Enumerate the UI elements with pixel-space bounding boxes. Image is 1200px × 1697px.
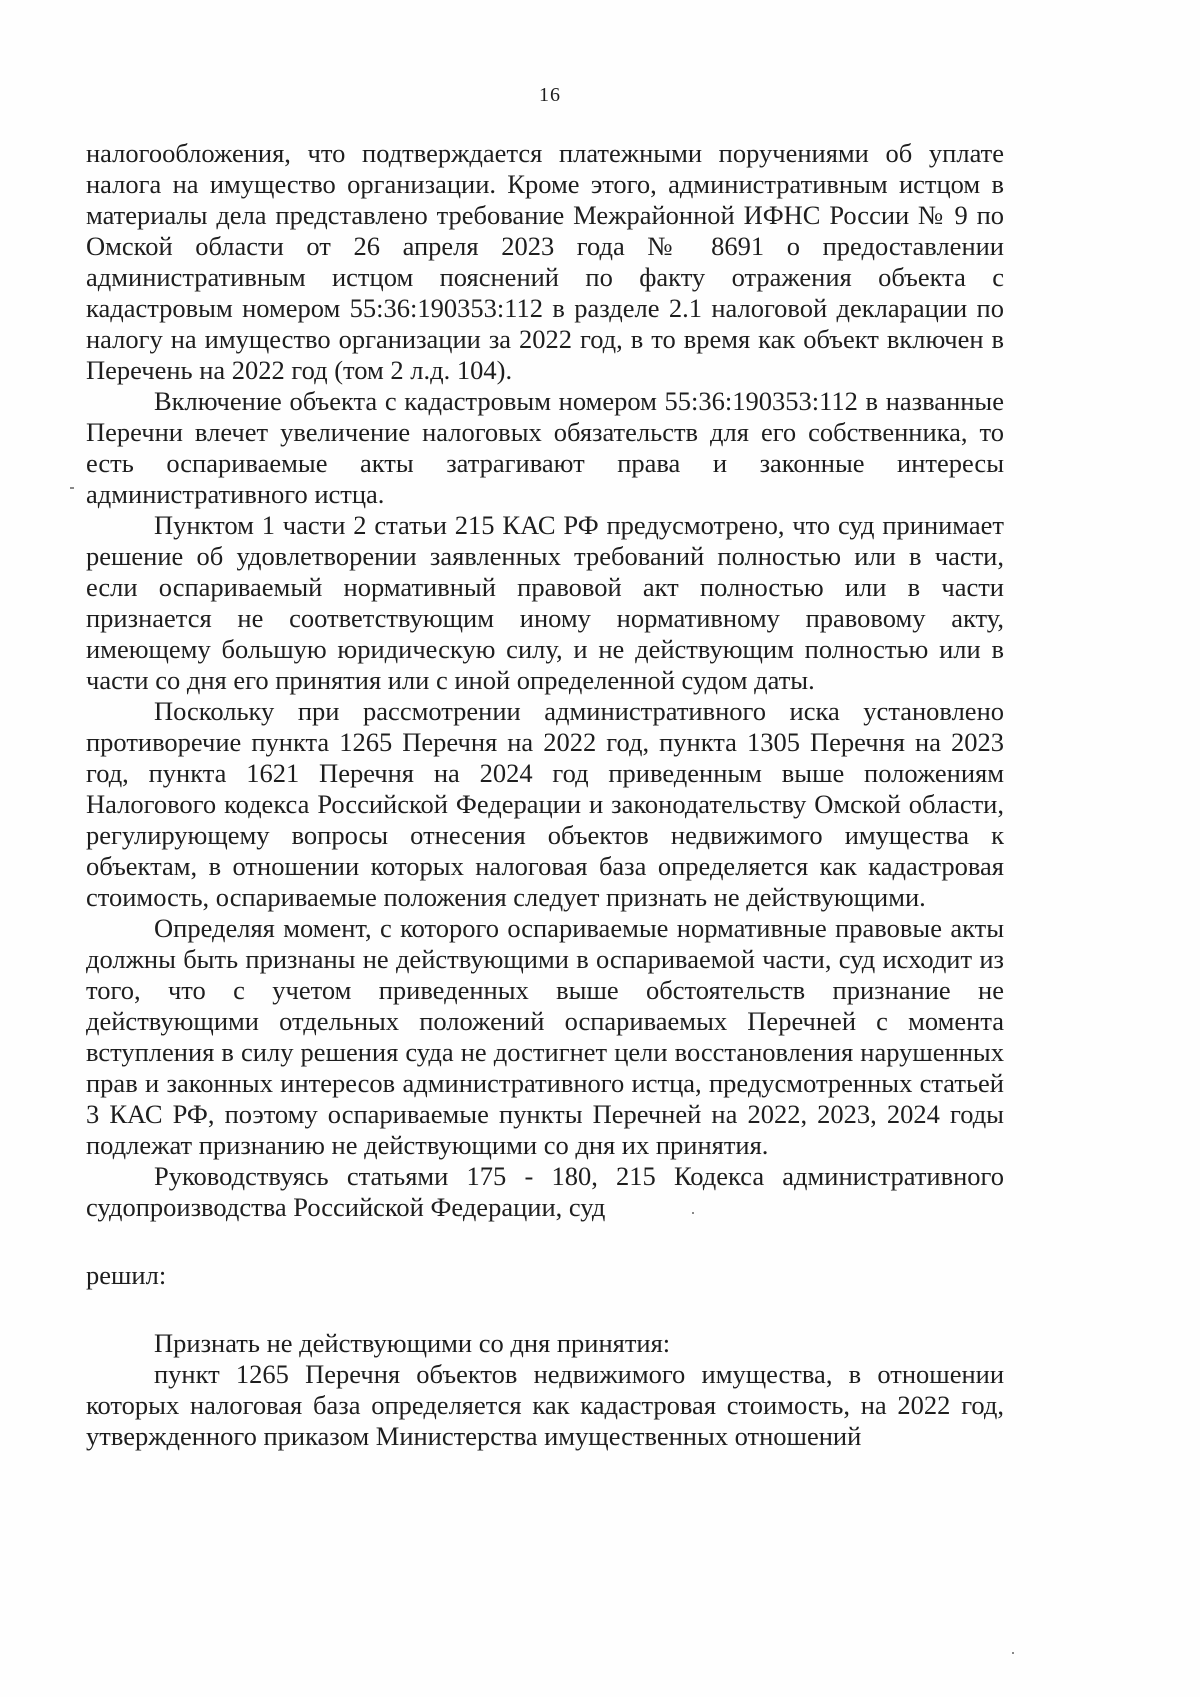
- paragraph-continuation: налогообложения, что подтверждается платежными поручениями об уплате налога на имущество организации. Кроме этого, административным истцом в материалы дела представлено требование Межрайонной ИФНС России № 9 по Омской области от 26 апреля 2023 года № 8691 о предоставлении административным истцом пояснений по факту отражения объекта с кадастровым номером 55:36:190353:112 в разделе 2.1 налоговой декларации по налогу на имущество организации за 2022 год, в то время как объект включен в Перечень на 2022 год (том 2 л.д. 104).: [86, 138, 1004, 385]
- paragraph-contradiction: Поскольку при рассмотрении административного иска установлено противоречие пункта 1265 Перечня на 2022 год, пункта 1305 Перечня на 2023 год, пункта 1621 Перечня на 2024 год приведенным выше положениям Налогового кодекса Российской Федерации и законодательству Омской области, регулирующему вопросы отнесения объектов недвижимого имущества к объектам, в отношении которых налоговая база определяется как кадастровая стоимость, оспариваемые положения следует признать не действующими.: [86, 696, 1004, 912]
- paragraph-guided-by: Руководствуясь статьями 175 - 180, 215 Кодекса административного судопроизводства Российской Федерации, суд: [86, 1161, 1004, 1222]
- scan-speck: [692, 1212, 694, 1214]
- scan-speck: [1012, 1652, 1014, 1654]
- paragraph-object-inclusion: Включение объекта с кадастровым номером 55:36:190353:112 в названные Перечни влечет увеличение налоговых обязательств для его собственника, то есть оспариваемые акты затрагивают права и законные интересы административного истца.: [86, 386, 1004, 509]
- page-number: 16: [539, 84, 561, 106]
- decision-heading: решил:: [86, 1260, 167, 1290]
- document-body: [86, 138, 1004, 1452]
- paragraph-effective-moment: Определяя момент, с которого оспариваемые нормативные правовые акты должны быть признаны не действующими в оспариваемой части, суд исходит из того, что с учетом приведенных выше обстоятельств признание не действующими отдельных положений оспариваемых Перечней с момента вступления в силу решения суда не достигнет цели восстановления нарушенных прав и законных интересов административного истца, предусмотренных статьей 3 КАС РФ, поэтому оспариваемые пункты Перечней на 2022, 2023, 2024 годы подлежат признанию не действующими со дня их принятия.: [86, 913, 1004, 1160]
- resolution-line-2: пункт 1265 Перечня объектов недвижимого имущества, в отношении которых налоговая база определяется как кадастровая стоимость, на 2022 год, утвержденного приказом Министерства имущественных отношений: [86, 1359, 1004, 1451]
- resolution-line-1: Признать не действующими со дня принятия:: [154, 1328, 671, 1358]
- scan-speck: [70, 487, 74, 489]
- paragraph-kas-215: Пунктом 1 части 2 статьи 215 КАС РФ предусмотрено, что суд принимает решение об удовлетворении заявленных требований полностью или в части, если оспариваемый нормативный правовой акт полностью или в части признается не соответствующим иному нормативному правовому акту, имеющему большую юридическую силу, и не действующим полностью или в части со дня его принятия или с иной определенной судом даты.: [86, 510, 1004, 695]
